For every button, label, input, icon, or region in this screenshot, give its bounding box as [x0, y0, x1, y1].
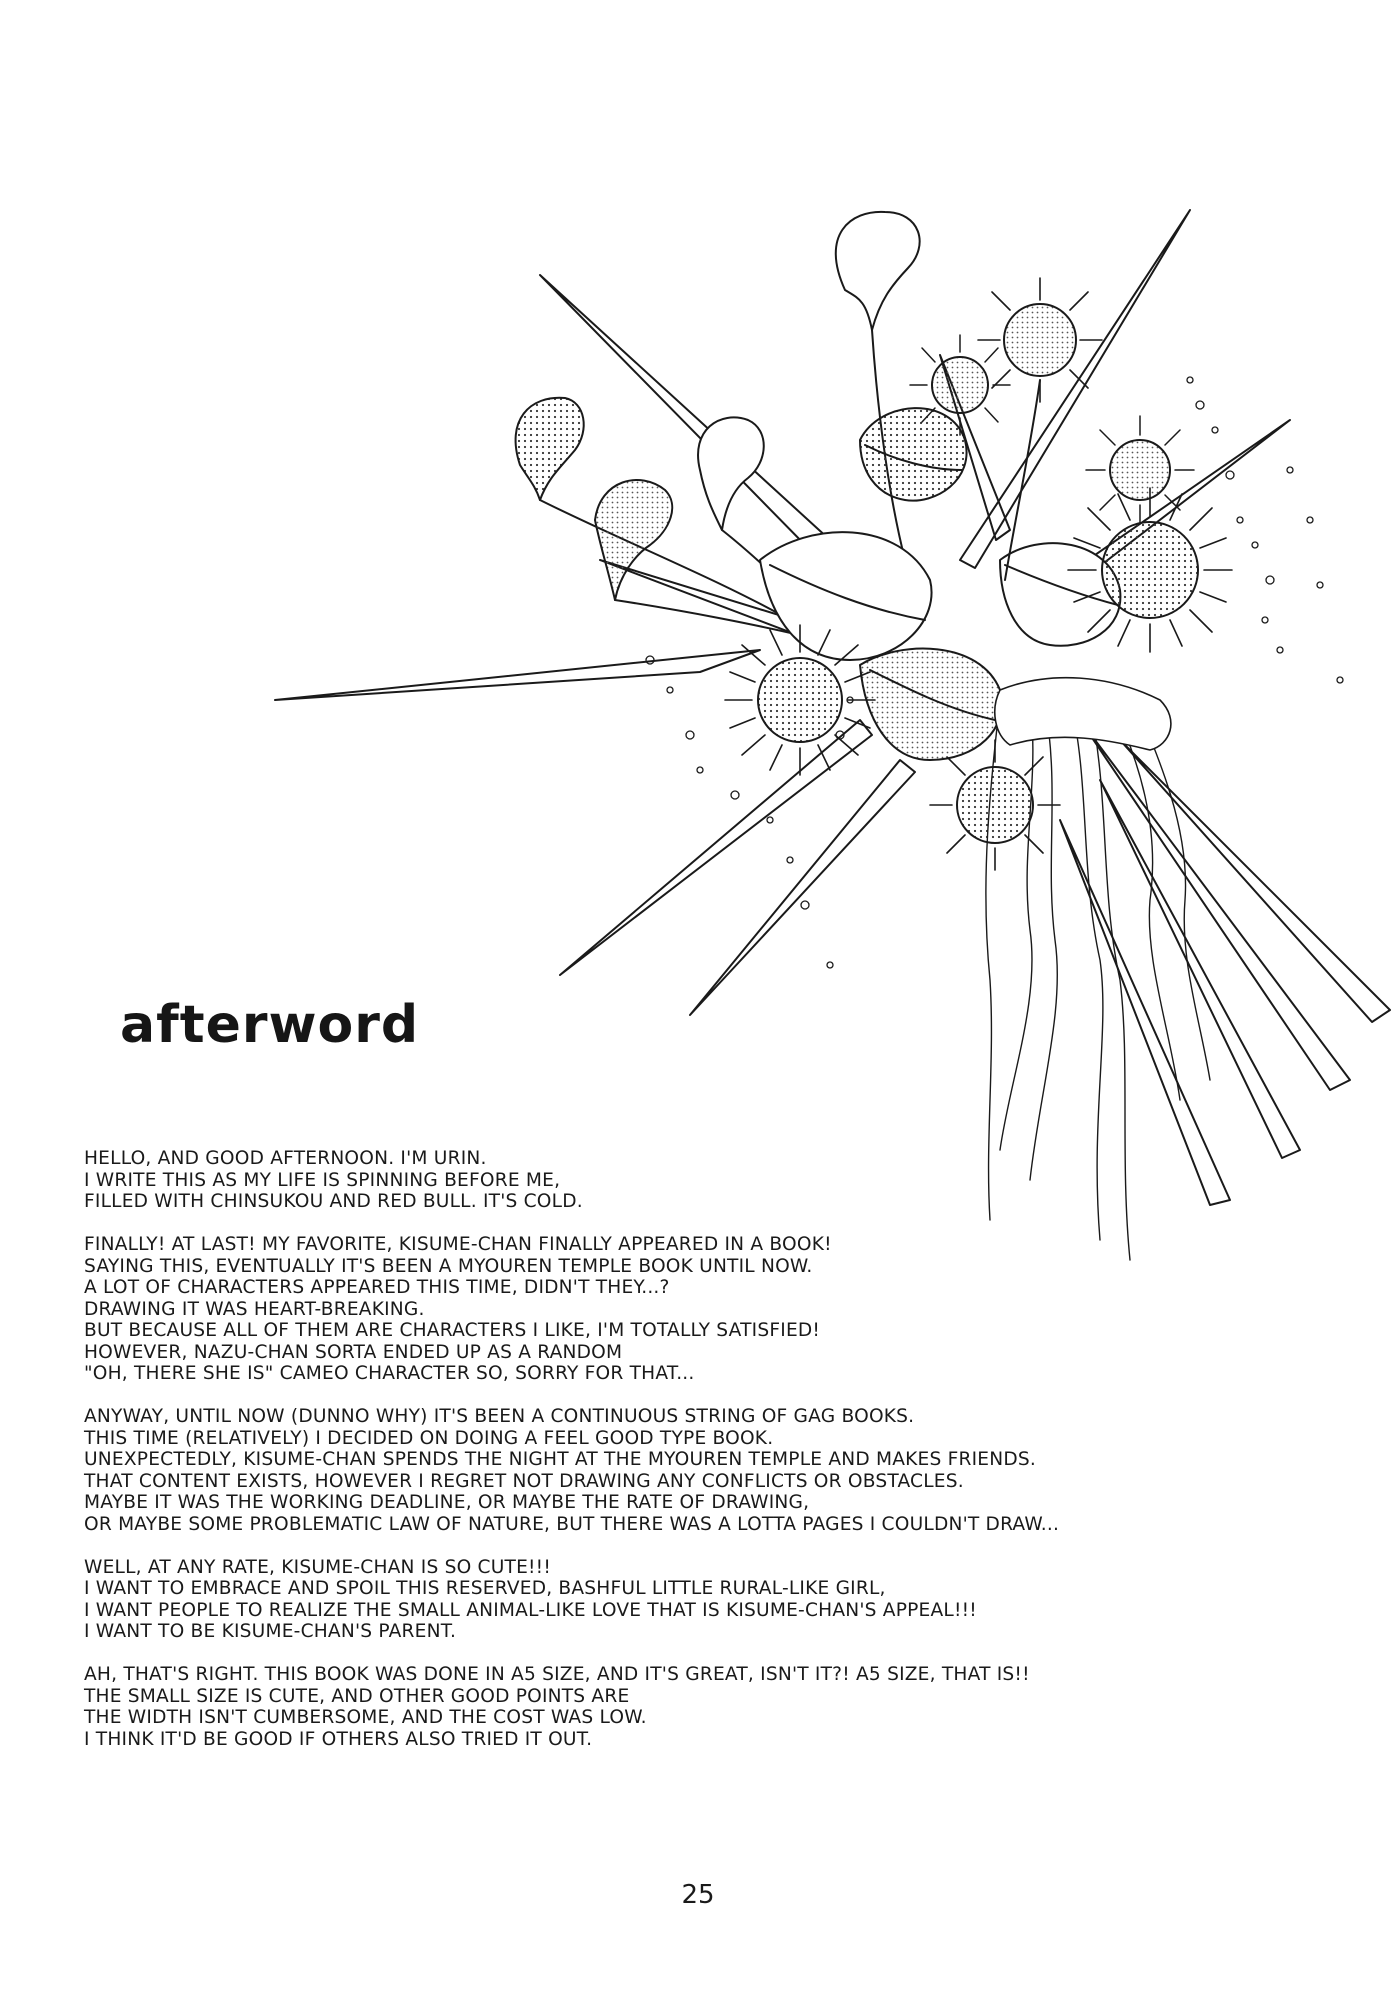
text-line: SAYING THIS, EVENTUALLY IT'S BEEN A MYOUREN TEMPLE BOOK UNTIL NOW. [84, 1255, 813, 1277]
paragraph [84, 1557, 1194, 1643]
sunflower-right-icon [1086, 416, 1194, 524]
text-line: I WANT TO BE KISUME-CHAN'S PARENT. [84, 1621, 457, 1642]
text-line: HELLO, AND GOOD AFTERNOON. I'M URIN. [84, 1148, 487, 1169]
text-line: "OH, THERE SHE IS" CAMEO CHARACTER SO, SORRY FOR THAT... [84, 1363, 695, 1384]
sunflower-center-icon [1068, 488, 1232, 652]
sunflower-bottom-icon [930, 740, 1060, 870]
text-line: OR MAYBE SOME PROBLEMATIC LAW OF NATURE, BUT THERE WAS A LOTTA PAGES I COULDN'T DRAW... [84, 1513, 1060, 1535]
text-line: FILLED WITH CHINSUKOU AND RED BULL. IT'S COLD. [84, 1191, 583, 1212]
flower-bouquet-illustration [260, 180, 1396, 1300]
paragraph [84, 1148, 1194, 1213]
sunflower-top-icon [978, 278, 1102, 580]
text-line: A LOT OF CHARACTERS APPEARED THIS TIME, DIDN'T THEY...? [84, 1277, 670, 1298]
text-line: I WRITE THIS AS MY LIFE IS SPINNING BEFORE ME, [84, 1169, 561, 1191]
paragraph [84, 1406, 1194, 1535]
text-line: FINALLY! AT LAST! MY FAVORITE, KISUME-CHAN FINALLY APPEARED IN A BOOK! [84, 1234, 832, 1255]
text-line: UNEXPECTEDLY, KISUME-CHAN SPENDS THE NIGHT AT THE MYOUREN TEMPLE AND MAKES FRIENDS. [84, 1449, 1036, 1470]
text-line: MAYBE IT WAS THE WORKING DEADLINE, OR MAYBE THE RATE OF DRAWING, [84, 1492, 810, 1513]
text-line: THE WIDTH ISN'T CUMBERSOME, AND THE COST WAS LOW. [84, 1707, 647, 1728]
text-line: AH, THAT'S RIGHT. THIS BOOK WAS DONE IN A5 SIZE, AND IT'S GREAT, ISN'T IT?! A5 SIZE, THAT IS!! [84, 1664, 1030, 1685]
text-line: THIS TIME (RELATIVELY) I DECIDED ON DOING A FEEL GOOD TYPE BOOK. [84, 1427, 774, 1449]
text-line: BUT BECAUSE ALL OF THEM ARE CHARACTERS I LIKE, I'M TOTALLY SATISFIED! [84, 1320, 821, 1341]
paragraph [84, 1234, 1194, 1385]
text-line: DRAWING IT WAS HEART-BREAKING. [84, 1298, 425, 1320]
page-number: 25 [681, 1880, 715, 1910]
text-line: I WANT TO EMBRACE AND SPOIL THIS RESERVED, BASHFUL LITTLE RURAL-LIKE GIRL, [84, 1578, 886, 1599]
page-title: afterword [120, 995, 420, 1055]
text-line: ANYWAY, UNTIL NOW (DUNNO WHY) IT'S BEEN A CONTINUOUS STRING OF GAG BOOKS. [84, 1406, 915, 1427]
text-line: WELL, AT ANY RATE, KISUME-CHAN IS SO CUTE!!! [84, 1556, 551, 1578]
paragraph [84, 1664, 1194, 1750]
text-line: THAT CONTENT EXISTS, HOWEVER I REGRET NOT DRAWING ANY CONFLICTS OR OBSTACLES. [84, 1470, 964, 1492]
afterword-body [84, 1148, 1194, 1772]
text-line: HOWEVER, NAZU-CHAN SORTA ENDED UP AS A RANDOM [84, 1341, 623, 1363]
text-line: THE SMALL SIZE IS CUTE, AND OTHER GOOD POINTS ARE [84, 1685, 630, 1707]
text-line: I THINK IT'D BE GOOD IF OTHERS ALSO TRIED IT OUT. [84, 1728, 593, 1750]
text-line: I WANT PEOPLE TO REALIZE THE SMALL ANIMAL-LIKE LOVE THAT IS KISUME-CHAN'S APPEAL!!! [84, 1599, 977, 1621]
